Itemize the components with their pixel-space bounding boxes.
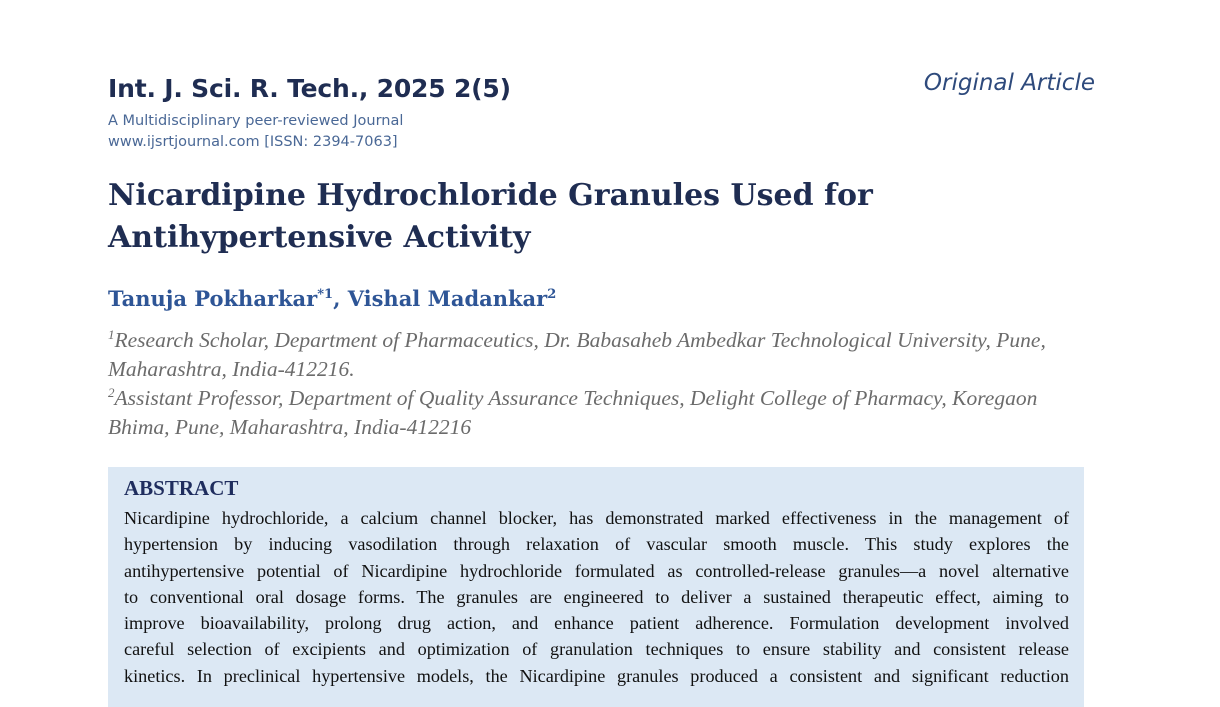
affiliation-number: 1 [108,326,115,342]
article-type-label: Original Article [923,70,1095,96]
abstract-heading: ABSTRACT [124,476,239,500]
author-list [108,286,556,311]
abstract-line: antihypertensive potential of Nicardipine hydrochloride formulated as controlled-release granules—a novel alternative [124,560,1069,581]
affiliation-text: Research Scholar, Department of Pharmaceutics, Dr. Babasaheb Ambedkar Technological University, Pune, [114,328,1046,352]
affiliation-line: Bhima, Pune, Maharashtra, India-412216 [108,415,472,439]
paper-title [108,175,1008,259]
journal-website[interactable]: www.ijsrtjournal.com [ISSN: 2394-7063] [108,134,398,150]
author-affiliation-mark: 2 [547,287,557,302]
abstract-body [124,505,1069,689]
paper-title-line-1: Nicardipine Hydrochloride Granules Used for [108,178,873,213]
abstract-line: Nicardipine hydrochloride, a calcium channel blocker, has demonstrated marked effectiveness in the management of [124,508,1069,528]
author-separator: , [333,286,348,311]
journal-title: Int. J. Sci. R. Tech., 2025 2(5) [108,74,511,103]
affiliation-line [108,384,1093,413]
abstract-box [108,467,1084,707]
author-name: Tanuja Pokharkar [108,286,318,311]
abstract-line: hypertension by inducing vasodilation through relaxation of vascular smooth muscle. This study explores the [124,534,1069,555]
affiliation-number: 2 [108,384,115,400]
affiliation-text: Assistant Professor, Department of Quality Assurance Techniques, Delight College of Pharmacy, Koregaon [114,386,1038,410]
abstract-line: improve bioavailability, prolong drug action, and enhance patient adherence. Formulation development involved [124,613,1069,634]
paper-title-line-2: Antihypertensive Activity [108,220,531,255]
affiliation-line [108,326,1093,355]
abstract-line: to conventional oral dosage forms. The granules are engineered to deliver a sustained therapeutic effect, aiming to [124,586,1069,607]
abstract-line: kinetics. In preclinical hypertensive models, the Nicardipine granules produced a consistent and significant reduction [124,665,1069,686]
journal-tagline: A Multidisciplinary peer-reviewed Journal [108,113,404,129]
abstract-line: careful selection of excipients and optimization of granulation techniques to ensure stability and consistent release [124,639,1069,660]
author-affiliation-mark: *1 [317,287,334,302]
affiliations [108,326,1093,442]
affiliation-line: Maharashtra, India-412216. [108,357,355,381]
author-name: Vishal Madankar [347,286,548,311]
